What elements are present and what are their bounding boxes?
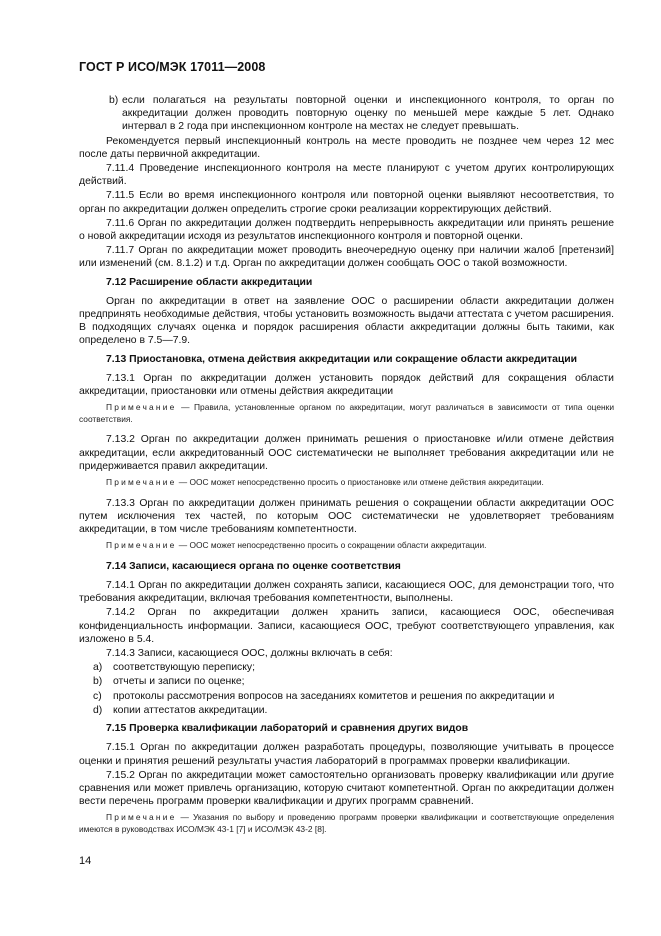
section-heading-7-12: 7.12 Расширение области аккредитации xyxy=(106,276,313,288)
note-label: Примечание xyxy=(106,477,177,488)
paragraph-7-13-2: 7.13.2 Орган по аккредитации должен принимать решения о приостановке и/или отмене действия аккредитации, если аккредитованный ООС систематически не выполняет требования аккредитации или не придерживается правил аккредитации. xyxy=(79,434,614,472)
note-label: Примечание xyxy=(106,812,177,823)
note-label: Примечание xyxy=(106,540,177,551)
note-text: — ООС может непосредственно просить о сокращении области аккредитации. xyxy=(176,540,487,551)
list-marker: d) xyxy=(93,704,103,716)
paragraph-7-11-7: 7.11.7 Орган по аккредитации может проводить внеочередную оценку при наличии жалоб [претензий] или изменений (см. 8.1.2) и т.д. Орган по аккредитации должен сообщать ООС о такой возможности. xyxy=(79,245,614,270)
section-heading-7-13: 7.13 Приостановка, отмена действия аккредитации или сокращение области аккредитации xyxy=(106,353,578,365)
list-item-d xyxy=(79,704,614,717)
note-text: — Указания по выбору и проведению программ проверки квалификации и соответствующие определения имеются в руководствах ИСО/МЭК 43-1 [7] и ИСО/МЭК 43-2 [8]. xyxy=(79,812,614,834)
note-7-13-1 xyxy=(79,402,614,425)
paragraph-recommendation: Рекомендуется первый инспекционный контроль на месте проводить не позднее чем через 12 мес после даты первичной аккредитации. xyxy=(79,135,614,160)
paragraph-7-11-4: 7.11.4 Проведение инспекционного контроля на месте планируют с учетом других контролирующих действий. xyxy=(79,163,614,188)
list-text: соответствующую переписку; xyxy=(113,662,255,674)
list-text: отчеты и записи по оценке; xyxy=(113,676,245,688)
note-7-13-3 xyxy=(79,540,614,552)
document-header: ГОСТ Р ИСО/МЭК 17011—2008 xyxy=(79,60,266,74)
list-item-b xyxy=(79,94,614,134)
paragraph-7-15-2: 7.15.2 Орган по аккредитации может самостоятельно организовать проверку квалификации или другие сравнения или может привлечь организацию, которую считают компетентной. Орган по аккредитации должен вести перечень программ проверки квалификации и других программ сравнений. xyxy=(79,769,614,808)
list-text: если полагаться на результаты повторной оценки и инспекционного контроля, то орган по аккредитации должен проводить повторную оценку по меньшей мере каждые 5 лет. Однако интервал в 2 года при инспекционном контроле на местах не следует превышать. xyxy=(122,95,614,133)
page-number: 14 xyxy=(79,855,92,867)
list-item-b2 xyxy=(79,675,614,688)
section-heading-7-15: 7.15 Проверка квалификации лабораторий и сравнения других видов xyxy=(106,723,469,735)
paragraph-7-12: Орган по аккредитации в ответ на заявление ООС о расширении области аккредитации должен предпринять необходимые действия, чтобы установить возможность выдачи аттестата с учетом расширения. В подходящих случаях оценка и порядок расширения области аккредитации должны быть такими, как определено в 7.5—7.9. xyxy=(79,295,614,347)
list-text: протоколы рассмотрения вопросов на заседаниях комитетов и решения по аккредитации и xyxy=(113,690,555,702)
list-item-c xyxy=(79,690,614,703)
section-heading-7-14: 7.14 Записи, касающиеся органа по оценке соответствия xyxy=(106,560,401,572)
paragraph-7-13-3: 7.13.3 Орган по аккредитации должен принимать решения о сокращении области аккредитации ООС путем исключения тех частей, по которым ООС систематически не удовлетворяет требованиям аккредитации, в том числе требованиям компетентности. xyxy=(79,497,614,536)
list-marker: b) xyxy=(93,676,103,688)
paragraph-7-14-1: 7.14.1 Орган по аккредитации должен сохранять записи, касающиеся ООС, для демонстрации того, что требования аккредитации, включая требования компетентности, выполнены. xyxy=(79,580,614,605)
list-text: копии аттестатов аккредитации. xyxy=(113,704,268,716)
note-text: — ООС может непосредственно просить о приостановке или отмене действия аккредитации. xyxy=(176,477,544,488)
paragraph-7-14-3: 7.14.3 Записи, касающиеся ООС, должны включать в себя: xyxy=(106,648,393,660)
list-marker: a) xyxy=(93,662,103,674)
document-page xyxy=(79,60,614,844)
note-label: Примечание xyxy=(106,402,177,413)
paragraph-7-13-1: 7.13.1 Орган по аккредитации должен установить порядок действий для сокращения области аккредитации, приостановки или отмены действия аккредитации xyxy=(79,372,614,398)
paragraph-7-14-2: 7.14.2 Орган по аккредитации должен хранить записи, касающиеся ООС, обеспечивая конфиденциальность информации. Записи, касающиеся ООС, требуют соответствующего управления, как изложено в 5.4. xyxy=(79,607,614,645)
note-text: — Правила, установленные органом по аккредитации, могут различаться в зависимости от типа оценки соответствия. xyxy=(79,402,614,424)
note-7-13-2 xyxy=(79,477,614,489)
paragraph-7-11-6: 7.11.6 Орган по аккредитации должен подтвердить непрерывность аккредитации или принять решение о новой аккредитации исходя из результатов инспекционного контроля и повторной оценки. xyxy=(79,217,614,243)
note-7-15-2 xyxy=(79,812,614,835)
document-body xyxy=(79,94,614,836)
list-marker: c) xyxy=(93,690,102,702)
paragraph-7-15-1: 7.15.1 Орган по аккредитации должен разработать процедуры, позволяющие учитывать в процессе оценки и принятия решений результаты участия лабораторий в программах проверки квалификации. xyxy=(79,742,614,767)
paragraph-7-11-5: 7.11.5 Если во время инспекционного контроля или повторной оценки выявляют несоответствия, то орган по аккредитации должен определить строгие сроки реализации корректирующих действий. xyxy=(79,190,614,215)
list-item-a xyxy=(79,661,614,674)
list-marker: b) xyxy=(109,95,119,106)
